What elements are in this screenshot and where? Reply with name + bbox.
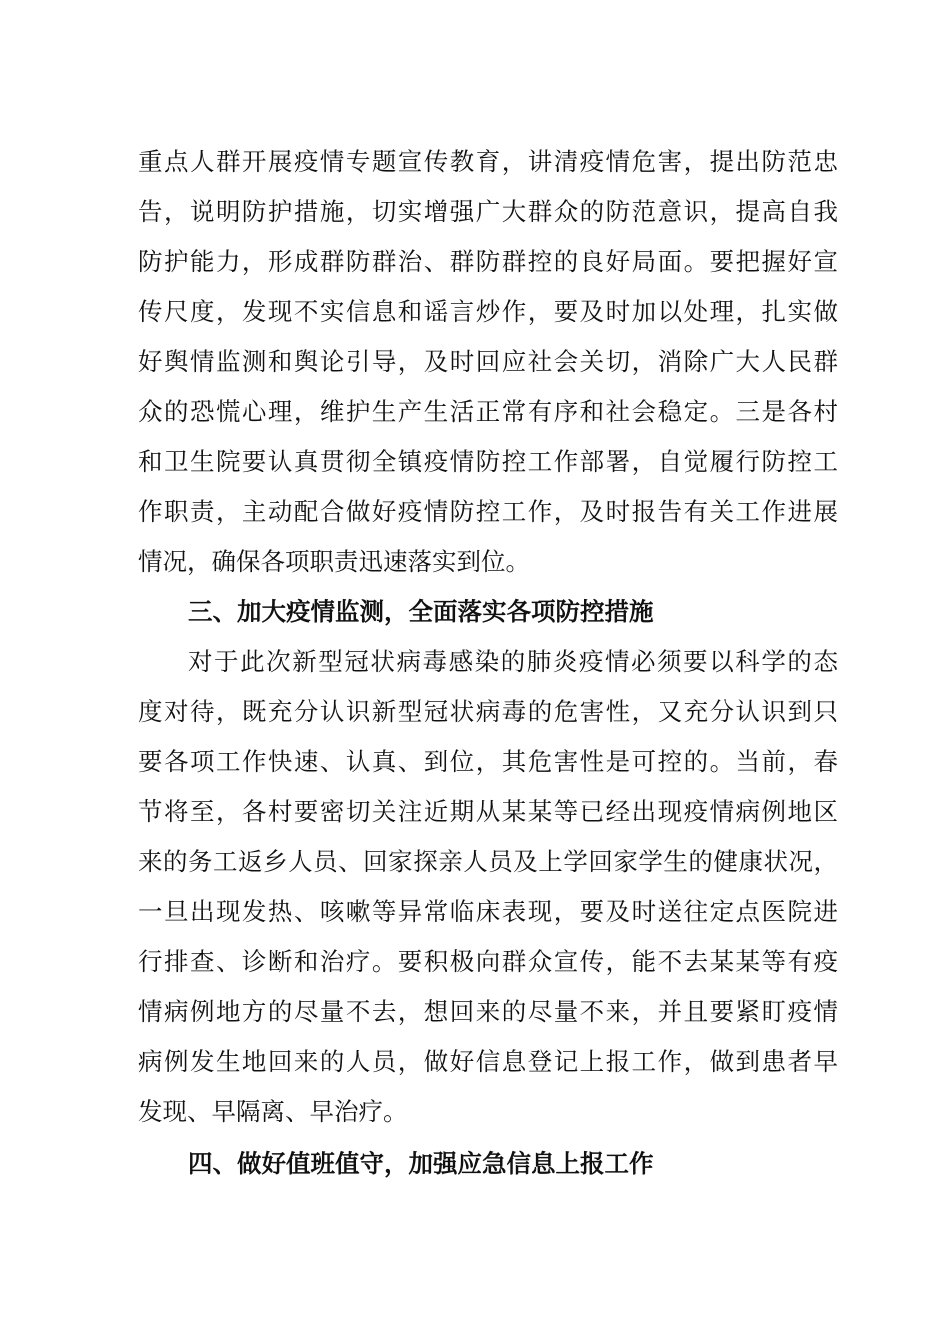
paragraph-1-line-8: 作职责，主动配合做好疫情防控工作，及时报告有关工作进展 (138, 497, 838, 526)
paragraph-2-line-3: 要各项工作快速、认真、到位，其危害性是可控的。当前，春 (138, 747, 838, 776)
paragraph-2-line-1: 对于此次新型冠状病毒感染的肺炎疫情必须要以科学的态 (188, 647, 838, 676)
paragraph-2-line-4: 节将至，各村要密切关注近期从某某等已经出现疫情病例地区 (138, 797, 838, 826)
paragraph-1-line-1: 重点人群开展疫情专题宣传教育，讲清疫情危害，提出防范忠 (138, 147, 838, 176)
paragraph-1-line-9: 情况，确保各项职责迅速落实到位。 (138, 547, 530, 576)
paragraph-2-line-5: 来的务工返乡人员、回家探亲人员及上学回家学生的健康状况， (138, 847, 838, 876)
paragraph-1-line-6: 众的恐慌心理，维护生产生活正常有序和社会稳定。三是各村 (138, 397, 838, 426)
section-heading-4: 四、做好值班值守，加强应急信息上报工作 (188, 1149, 654, 1178)
paragraph-2-line-9: 病例发生地回来的人员，做好信息登记上报工作，做到患者早 (138, 1047, 838, 1076)
paragraph-1-line-7: 和卫生院要认真贯彻全镇疫情防控工作部署，自觉履行防控工 (138, 447, 838, 476)
paragraph-1-line-4: 传尺度，发现不实信息和谣言炒作，要及时加以处理，扎实做 (138, 297, 838, 326)
section-heading-3: 三、加大疫情监测，全面落实各项防控措施 (188, 597, 654, 626)
paragraph-1-line-2: 告，说明防护措施，切实增强广大群众的防范意识，提高自我 (138, 197, 838, 226)
paragraph-2-line-7: 行排查、诊断和治疗。要积极向群众宣传，能不去某某等有疫 (138, 947, 838, 976)
paragraph-1-line-5: 好舆情监测和舆论引导，及时回应社会关切，消除广大人民群 (138, 347, 838, 376)
paragraph-2-line-10: 发现、早隔离、早治疗。 (138, 1097, 408, 1126)
paragraph-2-line-6: 一旦出现发热、咳嗽等异常临床表现，要及时送往定点医院进 (138, 897, 838, 926)
paragraph-2-line-8: 情病例地方的尽量不去，想回来的尽量不来，并且要紧盯疫情 (138, 997, 838, 1026)
paragraph-1-line-3: 防护能力，形成群防群治、群防群控的良好局面。要把握好宣 (138, 247, 838, 276)
paragraph-2-line-2: 度对待，既充分认识新型冠状病毒的危害性，又充分认识到只 (138, 697, 838, 726)
